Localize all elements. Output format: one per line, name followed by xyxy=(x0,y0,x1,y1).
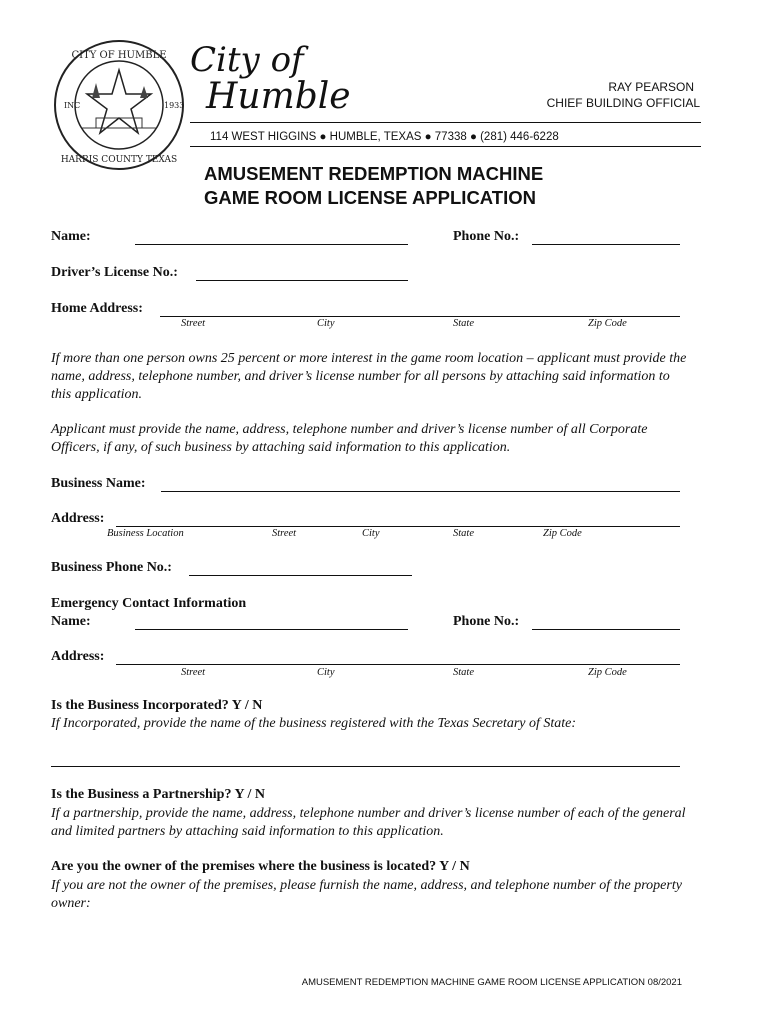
official-name: RAY PEARSON xyxy=(608,80,694,94)
home-sub-city: City xyxy=(317,318,335,329)
logo-line-1: City of xyxy=(190,40,304,80)
drivers-license-label: Driver’s License No.: xyxy=(51,265,178,280)
emergency-sub-state: State xyxy=(453,667,474,678)
logo-line-2: Humble xyxy=(206,76,351,117)
city-seal xyxy=(52,38,186,172)
premises-question[interactable]: Are you the owner of the premises where the business is located? Y / N xyxy=(51,859,470,874)
business-name-field[interactable] xyxy=(161,473,680,492)
business-address-label: Address: xyxy=(51,511,105,526)
business-sub-street: Street xyxy=(272,528,297,539)
emergency-phone-label: Phone No.: xyxy=(453,614,520,629)
emergency-heading: Emergency Contact Information xyxy=(51,596,247,611)
svg-text:INC: INC xyxy=(64,101,81,110)
partnership-question[interactable]: Is the Business a Partnership? Y / N xyxy=(51,787,266,802)
business-phone-label: Business Phone No.: xyxy=(51,560,172,575)
partnership-instruction: If a partnership, provide the name, address, telephone number and driver’s license number of each of the general and limited partners by attaching said information to this application. xyxy=(51,806,686,839)
business-phone-field[interactable] xyxy=(189,557,412,576)
name-label: Name: xyxy=(51,229,91,244)
incorporated-instruction: If Incorporated, provide the name of the business registered with the Texas Secretary of State: xyxy=(51,716,577,731)
page-footer: AMUSEMENT REDEMPTION MACHINE GAME ROOM LICENSE APPLICATION 08/2021 xyxy=(301,977,682,988)
phone-field[interactable] xyxy=(532,226,680,245)
form-title-line1: AMUSEMENT REDEMPTION MACHINE xyxy=(204,163,544,184)
official-title: CHIEF BUILDING OFFICIAL xyxy=(546,96,700,110)
business-sub-zip: Zip Code xyxy=(543,528,582,539)
business-sub-city: City xyxy=(362,528,380,539)
emergency-sub-city: City xyxy=(317,667,335,678)
emergency-address-label: Address: xyxy=(51,649,105,664)
business-sub-state: State xyxy=(453,528,474,539)
address-line: 114 WEST HIGGINS ● HUMBLE, TEXAS ● 77338 ● (281) 446-6228 xyxy=(210,131,559,143)
premises-instruction: If you are not the owner of the premises, please furnish the name, address, and telephone number of the property owner: xyxy=(51,878,682,911)
home-sub-zip: Zip Code xyxy=(588,318,627,329)
phone-label: Phone No.: xyxy=(453,229,520,244)
header-rule-top xyxy=(190,122,701,123)
form-title-line2: GAME ROOM LICENSE APPLICATION xyxy=(204,187,536,208)
business-address-field[interactable] xyxy=(116,508,680,527)
business-sub-location: Business Location xyxy=(107,528,184,539)
city-logo xyxy=(190,42,350,122)
home-address-label: Home Address: xyxy=(51,301,143,316)
name-field[interactable] xyxy=(135,226,408,245)
ownership-instruction: If more than one person owns 25 percent or more interest in the game room location – applicant must provide the name, address, telephone number, and driver’s license number for all persons by attaching said information to this application. xyxy=(51,351,687,402)
home-sub-street: Street xyxy=(181,318,206,329)
corporate-officers-instruction: Applicant must provide the name, address, telephone number and driver’s license number of all Corporate Officers, if any, of such business by attaching said information to this application. xyxy=(51,422,648,455)
svg-text:HARRIS COUNTY TEXAS: HARRIS COUNTY TEXAS xyxy=(60,155,178,165)
emergency-name-label: Name: xyxy=(51,614,91,629)
svg-text:CITY OF HUMBLE: CITY OF HUMBLE xyxy=(71,50,167,61)
drivers-license-field[interactable] xyxy=(196,262,408,281)
emergency-sub-zip: Zip Code xyxy=(588,667,627,678)
emergency-phone-field[interactable] xyxy=(532,611,680,630)
home-address-field[interactable] xyxy=(160,298,680,317)
svg-text:1933: 1933 xyxy=(164,101,185,110)
emergency-sub-street: Street xyxy=(181,667,206,678)
emergency-name-field[interactable] xyxy=(135,611,408,630)
incorporated-question[interactable]: Is the Business Incorporated? Y / N xyxy=(51,698,263,713)
emergency-address-field[interactable] xyxy=(116,646,680,665)
business-name-label: Business Name: xyxy=(51,476,146,491)
registered-business-name-field[interactable] xyxy=(51,748,680,767)
header-rule-bottom xyxy=(190,146,701,147)
home-sub-state: State xyxy=(453,318,474,329)
